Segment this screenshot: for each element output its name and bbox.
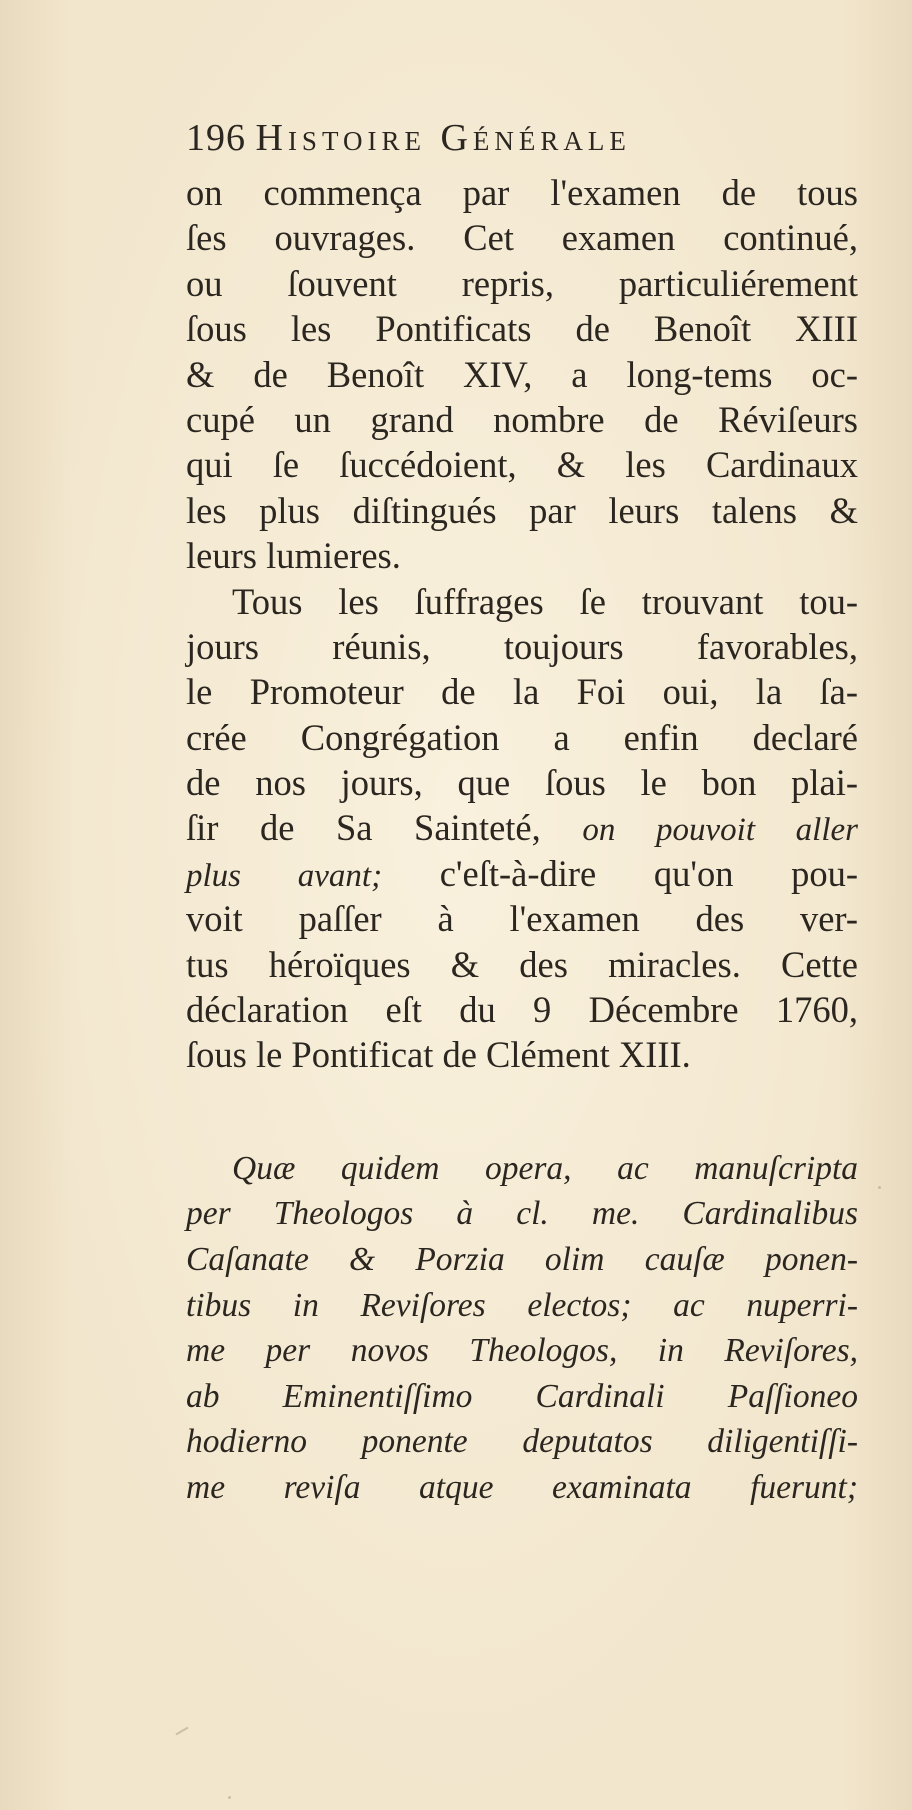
- quote-italic-2: plus avant;: [186, 857, 383, 894]
- text-line-12: le Promoteur de la Foi oui, la ſa-: [186, 671, 858, 713]
- text-line-10: Tous les ſuffrages ſe trouvant tou-: [232, 580, 858, 622]
- note-line-4: tibus in Reviſores electos; ac nuperri-: [186, 1286, 858, 1324]
- paper-speck: [228, 1796, 231, 1799]
- text-line-4: ſous les Pontificats de Benoît XIII: [186, 308, 858, 350]
- text-line-17: voit paſſer à l'examen des ver-: [186, 898, 858, 940]
- note-line-5: me per novos Theologos, in Reviſores,: [186, 1332, 858, 1370]
- book-page: [186, 108, 866, 1511]
- running-head: [186, 108, 866, 168]
- note-line-2: per Theologos à cl. me. Cardinalibus: [186, 1195, 858, 1233]
- quote-italic-1: on pouvoit aller: [582, 812, 859, 849]
- text-line-3: ou ſouvent repris, particuliérement: [186, 262, 858, 304]
- footnote: [186, 1146, 866, 1511]
- page-number: 196: [186, 117, 246, 159]
- main-text: [186, 170, 866, 1078]
- text-line-6: cupé un grand nombre de Réviſeurs: [186, 398, 858, 440]
- text-line-15-roman: ſir de Sa Sainteté,: [186, 807, 541, 849]
- paper-speck: [175, 1727, 188, 1736]
- note-line-3: Caſanate & Porzia olim cauſæ ponen-: [186, 1241, 858, 1278]
- note-line-6: ab Eminentiſſimo Cardinali Paſſioneo: [186, 1377, 858, 1415]
- text-line-2: ſes ouvrages. Cet examen continué,: [186, 217, 858, 259]
- text-line-19: déclaration eſt du 9 Décembre 1760,: [186, 989, 858, 1031]
- text-line-5: & de Benoît XIV, a long-tems oc-: [186, 353, 858, 395]
- text-line-14: de nos jours, que ſous le bon plai-: [186, 762, 858, 804]
- text-line-15: [186, 805, 858, 850]
- text-line-9: leurs lumieres.: [186, 535, 401, 577]
- note-line-8: me reviſa atque examinata fuerunt;: [186, 1468, 858, 1506]
- text-line-13: crée Congrégation a enfin declaré: [186, 716, 858, 758]
- paper-speck: [878, 1186, 881, 1189]
- text-line-16: [186, 851, 858, 896]
- text-line-16-roman: c'eſt-à-dire qu'on pou-: [439, 852, 858, 894]
- note-line-1: Quæ quidem opera, ac manuſcripta: [232, 1149, 858, 1187]
- text-line-8: les plus diſtingués par leurs talens &: [186, 489, 858, 531]
- text-line-18: tus héroïques & des miracles. Cette: [186, 943, 858, 985]
- running-title: Histoire Générale: [255, 117, 631, 159]
- text-line-1: on commença par l'examen de tous: [186, 172, 858, 213]
- note-line-7: hodierno ponente deputatos diligentiſſi-: [186, 1423, 858, 1461]
- text-line-11: jours réunis, toujours favorables,: [186, 625, 858, 667]
- text-line-20: ſous le Pontificat de Clément XIII.: [186, 1034, 691, 1076]
- text-line-7: qui ſe ſuccédoient, & les Cardinaux: [186, 444, 858, 486]
